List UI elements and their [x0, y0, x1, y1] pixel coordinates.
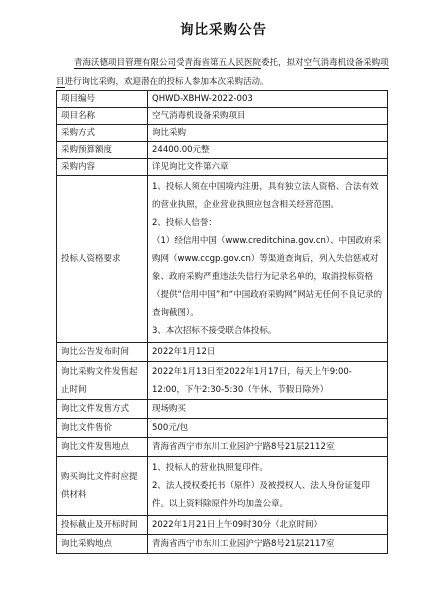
row-value: 青海省西宁市东川工业园沪宁路8号21层2112室: [148, 438, 388, 457]
intro-text-2: 委托，拟对: [261, 58, 304, 68]
row-label: 投标人资格要求: [57, 176, 148, 343]
table-row: [57, 457, 388, 516]
row-value: 空气消毒机设备采购项目: [148, 108, 388, 125]
qualification-requirements: [148, 176, 388, 343]
table-row: [57, 535, 388, 554]
requirement-item: 3、本次招标不接受联合体投标。: [152, 326, 277, 336]
requirement-item: 1、投标人须在中国境内注册，具有独立法人资格、合法有效的营业执照，企业营业执照应包含相关经营范围。: [152, 182, 379, 210]
intro-text-3: 进行询比采购，欢迎潜在的投标人参加本次采购活动。: [64, 77, 269, 87]
row-value: 详见询比文件第六章: [148, 159, 388, 176]
row-value: 2022年1月13日至2022年1月17日，每天上午9:00-12:00，下午2:30-5:30（午休、节假日除外）: [148, 362, 388, 400]
row-label: 购买询比文件时应提供材料: [57, 457, 148, 516]
requirement-item: 2、投标人信誉：: [152, 218, 217, 228]
material-item: 1、投标人的营业执照复印件。: [152, 463, 268, 473]
table-row: [57, 419, 388, 438]
table-row: [57, 438, 388, 457]
row-label: 询比公告发布时间: [57, 343, 148, 362]
row-label: 询比采购地点: [57, 535, 148, 554]
row-label: 采购方式: [57, 125, 148, 142]
row-label: 询比文件售价: [57, 419, 148, 438]
material-item: 2、法人授权委托书（原件）及被授权人、法人身份证复印件。以上资料除原件外均加盖公章。: [152, 481, 370, 509]
row-label: 询比文件发售地点: [57, 438, 148, 457]
intro-text-1: 受: [176, 58, 185, 68]
table-row: [57, 516, 388, 535]
row-value: 24400.00元整: [148, 142, 388, 159]
row-label: 采购预算额度: [57, 142, 148, 159]
agency-name: 青海沃德项目管理有限公司: [74, 58, 177, 68]
row-label: 投标截止及开标时间: [57, 516, 148, 535]
row-label: 询比采购文件发售起止时间: [57, 362, 148, 400]
row-value: 青海省西宁市东川工业园沪宁路8号21层2117室: [148, 535, 388, 554]
table-row: [57, 125, 388, 142]
page-title: 询比采购公告: [180, 22, 267, 38]
row-label: 采购内容: [57, 159, 148, 176]
intro-paragraph: [56, 54, 392, 92]
requirement-item: （1）经信用中国（www.creditchina.gov.cn）、中国政府采购网（www.ccgp.gov.cn）等渠道查询后，列入失信惩戒对象、政府采购严重违法失信行为记录名单的，取消投标资格（提供“信用中国”和“中国政府采购网”网站无任何不良记录的查询截图）。: [152, 236, 383, 318]
table-row: [57, 362, 388, 400]
row-label: 询比文件发售方式: [57, 400, 148, 419]
row-label: 项目名称: [57, 108, 148, 125]
project-name-inline: 空气消毒机设备采购项目: [56, 58, 389, 87]
row-value: 询比采购: [148, 125, 388, 142]
row-value: 2022年1月21日上午09时30分（北京时间）: [148, 516, 388, 535]
table-row: [57, 343, 388, 362]
table-row: [57, 108, 388, 125]
info-table: [56, 90, 388, 554]
materials-list: [148, 457, 388, 516]
table-row: [57, 176, 388, 343]
table-row: [57, 91, 388, 108]
row-value: 现场购买: [148, 400, 388, 419]
table-row: [57, 159, 388, 176]
row-value: QHWD-XBHW-2022-003: [148, 91, 388, 108]
row-label: 项目编号: [57, 91, 148, 108]
table-row: [57, 400, 388, 419]
row-value: 2022年1月12日: [148, 343, 388, 362]
client-name: 青海省第五人民医院: [184, 58, 262, 68]
row-value: 500元/包: [148, 419, 388, 438]
table-row: [57, 142, 388, 159]
